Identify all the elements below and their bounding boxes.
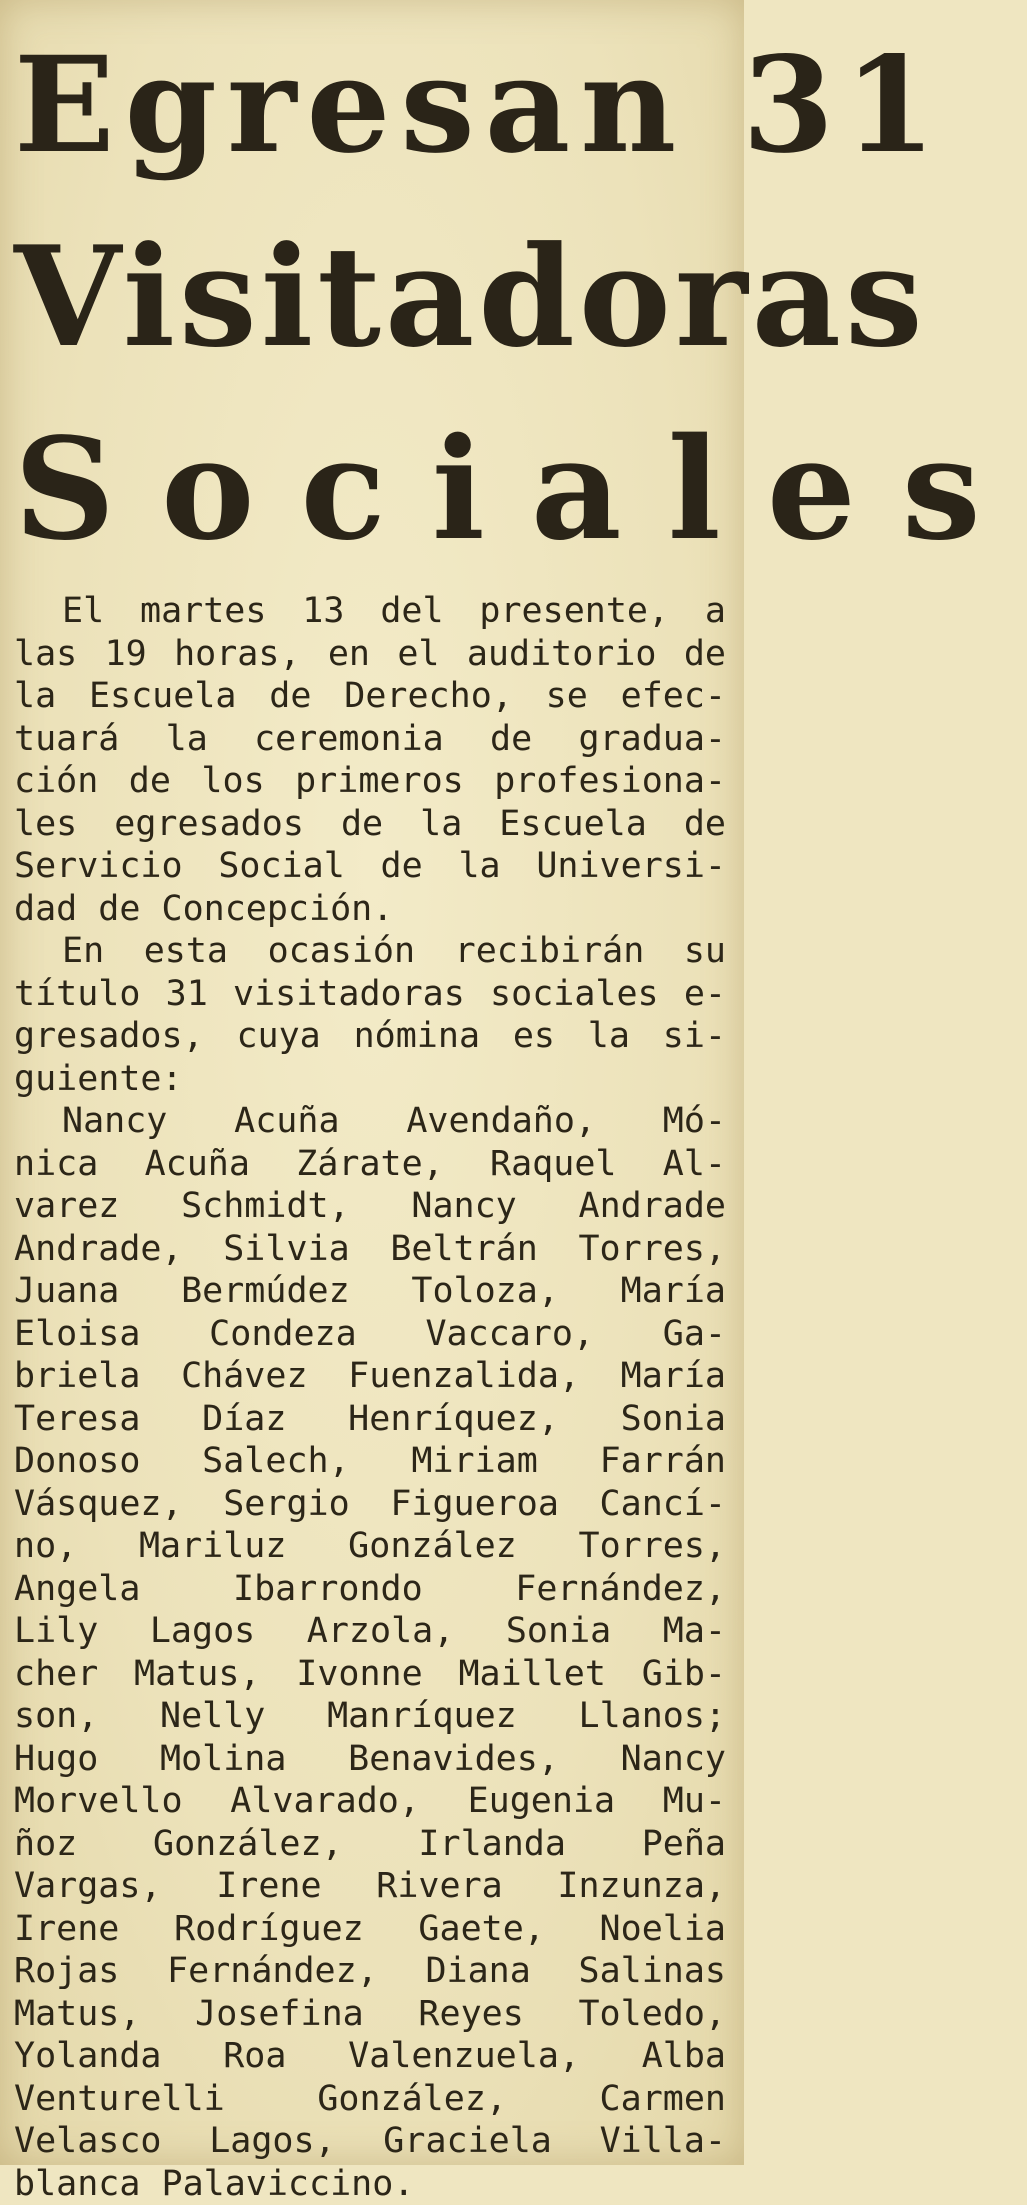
text-line: Juana Bermúdez Toloza, María bbox=[14, 1270, 726, 1313]
text-line: Teresa Díaz Henríquez, Sonia bbox=[14, 1398, 726, 1441]
text-line: ñoz González, Irlanda Peña bbox=[14, 1823, 726, 1866]
text-line: Vargas, Irene Rivera Inzunza, bbox=[14, 1865, 726, 1908]
text-line: no, Mariluz González Torres, bbox=[14, 1525, 726, 1568]
text-line: Velasco Lagos, Graciela Villa- bbox=[14, 2120, 726, 2163]
text-line: Lily Lagos Arzola, Sonia Ma- bbox=[14, 1610, 726, 1653]
text-line: varez Schmidt, Nancy Andrade bbox=[14, 1185, 726, 1228]
paragraph-announcement bbox=[14, 590, 726, 930]
text-line: Venturelli González, Carmen bbox=[14, 2078, 726, 2121]
text-line: briela Chávez Fuenzalida, María bbox=[14, 1355, 726, 1398]
text-line: Angela Ibarrondo Fernández, bbox=[14, 1568, 726, 1611]
text-line: Nancy Acuña Avendaño, Mó- bbox=[14, 1100, 726, 1143]
text-line: Hugo Molina Benavides, Nancy bbox=[14, 1738, 726, 1781]
text-line: Matus, Josefina Reyes Toledo, bbox=[14, 1993, 726, 2036]
text-line: En esta ocasión recibirán su bbox=[14, 930, 726, 973]
text-line: Eloisa Condeza Vaccaro, Ga- bbox=[14, 1313, 726, 1356]
text-line: nica Acuña Zárate, Raquel Al- bbox=[14, 1143, 726, 1186]
text-line: ción de los primeros profesiona- bbox=[14, 760, 726, 803]
text-line: El martes 13 del presente, a bbox=[14, 590, 726, 633]
text-line: la Escuela de Derecho, se efec- bbox=[14, 675, 726, 718]
text-line: guiente: bbox=[14, 1058, 726, 1101]
text-line: Irene Rodríguez Gaete, Noelia bbox=[14, 1908, 726, 1951]
text-line: Vásquez, Sergio Figueroa Cancí- bbox=[14, 1483, 726, 1526]
headline-line-3: Sociales bbox=[14, 420, 720, 560]
text-line: cher Matus, Ivonne Maillet Gib- bbox=[14, 1653, 726, 1696]
text-line: Morvello Alvarado, Eugenia Mu- bbox=[14, 1780, 726, 1823]
text-line: Yolanda Roa Valenzuela, Alba bbox=[14, 2035, 726, 2078]
headline-line-1: Egresan 31 bbox=[14, 40, 720, 172]
text-line: tuará la ceremonia de gradua- bbox=[14, 718, 726, 761]
text-line: título 31 visitadoras sociales e- bbox=[14, 973, 726, 1016]
text-line: las 19 horas, en el auditorio de bbox=[14, 633, 726, 676]
text-line: dad de Concepción. bbox=[14, 888, 726, 931]
text-line: les egresados de la Escuela de bbox=[14, 803, 726, 846]
text-line: blanca Palaviccino. bbox=[14, 2163, 726, 2205]
headline-line-2: Visitadoras bbox=[14, 228, 720, 366]
text-line: Rojas Fernández, Diana Salinas bbox=[14, 1950, 726, 1993]
text-line: Andrade, Silvia Beltrán Torres, bbox=[14, 1228, 726, 1271]
text-line: Donoso Salech, Miriam Farrán bbox=[14, 1440, 726, 1483]
text-line: Servicio Social de la Universi- bbox=[14, 845, 726, 888]
text-line: gresados, cuya nómina es la si- bbox=[14, 1015, 726, 1058]
paragraph-intro bbox=[14, 930, 726, 1100]
paragraph-graduate-list bbox=[14, 1100, 726, 2205]
article-body bbox=[14, 590, 726, 2205]
text-line: son, Nelly Manríquez Llanos; bbox=[14, 1695, 726, 1738]
